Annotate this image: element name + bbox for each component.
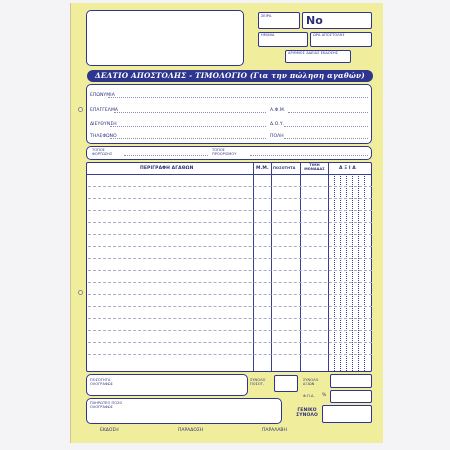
punch-hole-top xyxy=(78,107,83,112)
vat-amount-box[interactable] xyxy=(330,390,372,403)
doy-field[interactable] xyxy=(284,126,368,127)
profession-label: ΕΠΑΓΓΕΛΜΑ xyxy=(90,108,119,113)
col-description: ΠΕΡΙΓΡΑΦΗ ΑΓΑΘΩΝ xyxy=(140,166,194,171)
total-value-box[interactable] xyxy=(330,374,372,388)
table-row[interactable] xyxy=(88,234,372,235)
customer-name-label: ΕΠΩΝΥΜΙΑ xyxy=(90,93,115,98)
delivery-signature-label: ΠΑΡΑΔΟΣΗ xyxy=(178,428,204,433)
profession-field[interactable] xyxy=(114,112,266,113)
col-divider-unit xyxy=(253,163,254,371)
table-row[interactable] xyxy=(88,354,372,355)
afm-field[interactable] xyxy=(288,112,368,113)
table-row[interactable] xyxy=(88,342,372,343)
col-divider-price xyxy=(300,163,301,371)
punch-hole-bottom xyxy=(78,290,83,295)
table-row[interactable] xyxy=(88,270,372,271)
table-row[interactable] xyxy=(88,198,372,199)
phone-field[interactable] xyxy=(110,138,266,139)
table-row[interactable] xyxy=(88,210,372,211)
table-row[interactable] xyxy=(88,246,372,247)
col-divider-value xyxy=(328,163,329,371)
number-label: No xyxy=(306,14,323,27)
loading-place-label: ΤΟΠΟΣ ΦΟΡΤΩΣΗΣ xyxy=(92,148,113,156)
afm-label: Α.Φ.Μ. xyxy=(270,108,286,113)
total-qty-label: ΣΥΝΟΛΟ ΠΟΣΟΤ. xyxy=(250,378,266,386)
col-unit-price: ΤΙΜΗ ΜΟΝΑΔΑΣ xyxy=(304,163,325,171)
table-row[interactable] xyxy=(88,318,372,319)
phone-label: ΤΗΛΕΦΩΝΟ xyxy=(90,134,117,139)
col-unit: Μ.Μ. xyxy=(256,166,269,171)
grand-total-box[interactable] xyxy=(322,405,372,423)
time-label: ΩΡΑ ΑΠΟΣΤΟΛΗΣ xyxy=(313,33,345,37)
table-row[interactable] xyxy=(88,258,372,259)
quantity-words-label: ΠΟΣΟΤΗΤΑ ΟΛΟΓΡΑΦΩΣ xyxy=(90,378,113,386)
destination-field[interactable] xyxy=(250,155,368,156)
table-row[interactable] xyxy=(88,330,372,331)
issuer-details-box[interactable] xyxy=(86,10,244,66)
table-row[interactable] xyxy=(88,222,372,223)
amount-words-label: ΠΛΗΡΩΤΕΟ ΠΟΣΟ ΟΛΟΓΡΑΦΩΣ xyxy=(90,401,123,409)
address-field[interactable] xyxy=(110,126,266,127)
table-row[interactable] xyxy=(88,186,372,187)
vat-label: Φ.Π.Α. xyxy=(303,394,315,398)
doy-label: Δ.Ο.Υ. xyxy=(270,122,285,127)
vat-percent-label: % xyxy=(322,393,327,398)
series-label: ΣΕΙΡΑ xyxy=(261,14,272,18)
customer-details-box xyxy=(86,84,372,144)
col-quantity: ΠΟΣΟΤΗΤΑ xyxy=(273,166,296,170)
receipt-signature-label: ΠΑΡΑΛΑΒΗ xyxy=(262,428,287,433)
date-label: ΗΜ/ΝΙΑ xyxy=(261,33,275,37)
city-label: ΠΟΛΗ xyxy=(270,134,284,139)
issuer-signature-label: ΕΚΔΟΣΗ xyxy=(100,428,119,433)
loading-place-field[interactable] xyxy=(124,155,208,156)
col-divider-quantity xyxy=(271,163,272,371)
customer-name-field[interactable] xyxy=(108,97,368,98)
table-row[interactable] xyxy=(88,294,372,295)
col-value: Α Ξ Ι Α xyxy=(339,166,356,171)
destination-label: ΤΟΠΟΣ ΠΡΟΟΡΙΣΜΟΥ xyxy=(212,148,237,156)
city-field[interactable] xyxy=(284,138,368,139)
total-value-label: ΣΥΝΟΛΟ ΑΞΙΩΝ xyxy=(303,378,319,386)
auth-number-label: ΑΡΙΘΜΟΣ ΑΔΕΙΑΣ ΕΚΔΟΣΗΣ xyxy=(288,51,339,55)
table-row[interactable] xyxy=(88,306,372,307)
items-table xyxy=(86,162,372,372)
table-row[interactable] xyxy=(88,282,372,283)
address-label: ΔΙΕΥΘΥΝΣΗ xyxy=(90,122,117,127)
grand-total-label: ΓΕΝΙΚΟ ΣΥΝΟΛΟ xyxy=(296,408,318,418)
total-qty-box[interactable] xyxy=(274,375,298,392)
document-title: ΔΕΛΤΙΟ ΑΠΟΣΤΟΛΗΣ - ΤΙΜΟΛΟΓΙΟ (Για την πώληση αγαθών) xyxy=(87,70,373,82)
